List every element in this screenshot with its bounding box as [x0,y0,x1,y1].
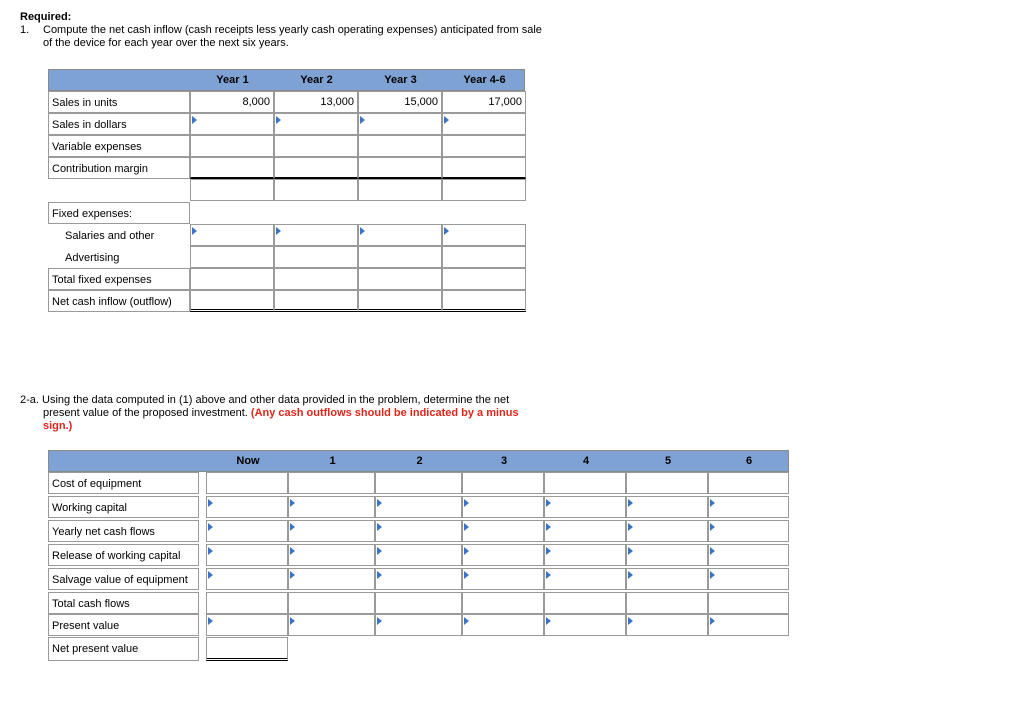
table2-input-cell[interactable] [544,592,626,614]
table2-input-cell[interactable] [375,520,462,542]
table1-header-year1: Year 1 [216,74,249,86]
table2-input-cell[interactable] [708,544,789,566]
table2-header-row [48,450,789,472]
table1-input-cell[interactable] [274,113,358,135]
table1-input-cell[interactable] [358,224,442,246]
table2-input-cell[interactable] [375,614,462,636]
table1-input-cell[interactable] [442,224,526,246]
table2-input-cell[interactable] [288,496,375,518]
table1-value-cell: 17,000 [442,91,526,113]
dropdown-marker-icon [290,547,295,555]
dropdown-marker-icon [276,227,281,235]
table2-input-cell[interactable] [288,520,375,542]
table1-value-cell: 15,000 [358,91,442,113]
dropdown-marker-icon [546,571,551,579]
table2-header-6: 6 [745,455,753,467]
table1-input-cell[interactable] [358,113,442,135]
dropdown-marker-icon [710,571,715,579]
dropdown-marker-icon [710,499,715,507]
table1-value-cell: 13,000 [274,91,358,113]
table2-input-cell[interactable] [626,472,708,494]
table2-input-cell[interactable] [708,592,789,614]
table2-header-2: 2 [416,455,423,467]
table2-header-4: 4 [582,455,590,467]
table2-input-cell[interactable] [626,614,708,636]
dropdown-marker-icon [710,523,715,531]
table1-input-cell[interactable] [190,268,274,290]
dropdown-marker-icon [377,523,382,531]
table1-input-cell[interactable] [358,290,442,312]
table2-input-cell[interactable] [544,544,626,566]
q1-line1: Compute the net cash inflow (cash receipts less yearly cash operating expenses) anticipated from sale [43,24,542,36]
q1-line2: of the device for each year over the next six years. [43,37,289,49]
table2-input-cell[interactable] [462,614,544,636]
table2-input-cell[interactable] [206,544,288,566]
table2-input-cell[interactable] [375,496,462,518]
table1-row-label-variable-expenses: Variable expenses [48,135,190,157]
table2-input-cell[interactable] [544,520,626,542]
dropdown-marker-icon [628,571,633,579]
table2-header-5: 5 [664,455,672,467]
table2-input-cell[interactable] [206,568,288,590]
table2-input-cell[interactable] [462,520,544,542]
dropdown-marker-icon [208,571,213,579]
table2-row-label-cost-of-equipment: Cost of equipment [48,472,199,494]
table1-row-label-contribution-margin: Contribution margin [48,157,190,179]
table1-input-cell[interactable] [442,290,526,312]
table1-row-label-sales-in-dollars: Sales in dollars [48,113,190,135]
table1-input-cell[interactable] [358,157,442,179]
table2-input-cell[interactable] [626,568,708,590]
table1-row-label-total-fixed-expenses: Total fixed expenses [48,268,190,290]
dropdown-marker-icon [464,617,469,625]
dropdown-marker-icon [546,547,551,555]
table1-input-cell[interactable] [358,246,442,268]
table2-row-label-yearly-net-cash-flows: Yearly net cash flows [48,520,199,542]
table1-input-cell[interactable] [442,113,526,135]
table2-row-label-working-capital: Working capital [48,496,199,518]
table2-input-cell[interactable] [206,614,288,636]
table2-input-cell[interactable] [462,568,544,590]
dropdown-marker-icon [628,547,633,555]
table1-input-cell[interactable] [274,224,358,246]
table1-row-label-advertising: Advertising [48,246,190,268]
table2-header-now: Now [236,455,260,467]
q2a-instruction: (Any cash outflows should be indicated by a minus [250,407,519,419]
table2-input-cell[interactable] [626,520,708,542]
table2-input-cell[interactable] [206,637,288,661]
table2-header-1: 1 [329,455,336,467]
table1-header-year3: Year 3 [384,74,417,86]
table2-input-cell[interactable] [288,568,375,590]
table2-input-cell[interactable] [544,472,626,494]
dropdown-marker-icon [360,227,365,235]
table1-input-cell[interactable] [274,268,358,290]
table2-row-label-salvage-value-of-equipment: Salvage value of equipment [48,568,199,590]
table1-input-cell[interactable] [442,246,526,268]
table1-input-cell[interactable] [274,246,358,268]
table1-input-cell[interactable] [274,290,358,312]
dropdown-marker-icon [290,617,295,625]
table2-input-cell[interactable] [708,614,789,636]
table2-input-cell[interactable] [626,496,708,518]
table1-row-label-net-cash-inflow-outflow: Net cash inflow (outflow) [48,290,190,312]
table2-input-cell[interactable] [206,592,288,614]
dropdown-marker-icon [444,227,449,235]
dropdown-marker-icon [377,547,382,555]
q1-number: 1. [20,24,30,36]
dropdown-marker-icon [208,547,213,555]
table2-input-cell[interactable] [626,592,708,614]
table1-input-cell[interactable] [442,179,526,201]
dropdown-marker-icon [464,571,469,579]
table2-input-cell[interactable] [462,544,544,566]
dropdown-marker-icon [464,499,469,507]
table2-input-cell[interactable] [462,496,544,518]
table2-input-cell[interactable] [626,544,708,566]
dropdown-marker-icon [192,227,197,235]
table2-row-label-net-present-value: Net present value [48,637,199,661]
table1-input-cell[interactable] [190,246,274,268]
q2a-line1: 2-a. Using the data computed in (1) above and other data provided in the problem, determine the net [20,394,510,406]
table1-input-cell[interactable] [442,135,526,157]
table2-input-cell[interactable] [708,472,789,494]
table2-input-cell[interactable] [206,472,288,494]
table1-input-cell[interactable] [190,113,274,135]
table2-input-cell[interactable] [206,520,288,542]
dropdown-marker-icon [628,499,633,507]
table1-input-cell[interactable] [358,135,442,157]
table2-input-cell[interactable] [544,614,626,636]
dropdown-marker-icon [377,499,382,507]
table2-input-cell[interactable] [375,592,462,614]
table1-input-cell[interactable] [274,157,358,179]
dropdown-marker-icon [546,523,551,531]
table1-row-label-salaries-and-other: Salaries and other [48,224,190,246]
table1-input-cell[interactable] [190,135,274,157]
required-label: Required: [20,11,72,23]
dropdown-marker-icon [546,617,551,625]
table1-row-label-blank [48,179,190,201]
dropdown-marker-icon [377,571,382,579]
table1-header-year4-6: Year 4-6 [463,74,506,86]
table1-input-cell[interactable] [442,268,526,290]
table2-input-cell[interactable] [708,520,789,542]
table2-input-cell[interactable] [544,568,626,590]
dropdown-marker-icon [710,547,715,555]
table2-input-cell[interactable] [206,496,288,518]
dropdown-marker-icon [464,523,469,531]
table1-input-cell[interactable] [358,179,442,201]
dropdown-marker-icon [276,116,281,124]
table1-input-cell[interactable] [190,179,274,201]
table2-input-cell[interactable] [375,544,462,566]
table2-input-cell[interactable] [462,592,544,614]
dropdown-marker-icon [444,116,449,124]
table1-input-cell[interactable] [274,179,358,201]
table1-input-cell[interactable] [190,157,274,179]
table1-input-cell[interactable] [190,290,274,312]
q2a-line3: sign.) [43,420,73,432]
table2-input-cell[interactable] [288,472,375,494]
table2-row-label-present-value: Present value [48,614,199,636]
table2-input-cell[interactable] [462,472,544,494]
table1-row-label-sales-in-units: Sales in units [48,91,190,113]
table1-input-cell[interactable] [358,268,442,290]
dropdown-marker-icon [208,523,213,531]
table1-input-cell[interactable] [274,135,358,157]
dropdown-marker-icon [360,116,365,124]
dropdown-marker-icon [192,116,197,124]
dropdown-marker-icon [546,499,551,507]
table2-input-cell[interactable] [375,568,462,590]
dropdown-marker-icon [290,523,295,531]
table2-input-cell[interactable] [288,544,375,566]
table1-header-year2: Year 2 [300,74,333,86]
dropdown-marker-icon [464,547,469,555]
table2-input-cell[interactable] [288,614,375,636]
table2-input-cell[interactable] [544,496,626,518]
dropdown-marker-icon [377,617,382,625]
table2-row-label-total-cash-flows: Total cash flows [48,592,199,614]
table1-input-cell[interactable] [190,224,274,246]
dropdown-marker-icon [290,571,295,579]
dropdown-marker-icon [710,617,715,625]
dropdown-marker-icon [208,617,213,625]
table1-value-cell: 8,000 [190,91,274,113]
table1-header-row [48,69,525,91]
dropdown-marker-icon [208,499,213,507]
table1-input-cell[interactable] [442,157,526,179]
q2a-line2 [43,407,519,419]
table2-input-cell[interactable] [708,568,789,590]
table2-row-label-release-of-working-capital: Release of working capital [48,544,199,566]
table2-header-3: 3 [500,455,508,467]
dropdown-marker-icon [290,499,295,507]
table2-input-cell[interactable] [708,496,789,518]
table1-row-label-fixed-expenses: Fixed expenses: [48,202,190,224]
dropdown-marker-icon [628,617,633,625]
q2a-line2-text: present value of the proposed investment. [43,407,251,419]
table2-input-cell[interactable] [288,592,375,614]
table2-input-cell[interactable] [375,472,462,494]
dropdown-marker-icon [628,523,633,531]
